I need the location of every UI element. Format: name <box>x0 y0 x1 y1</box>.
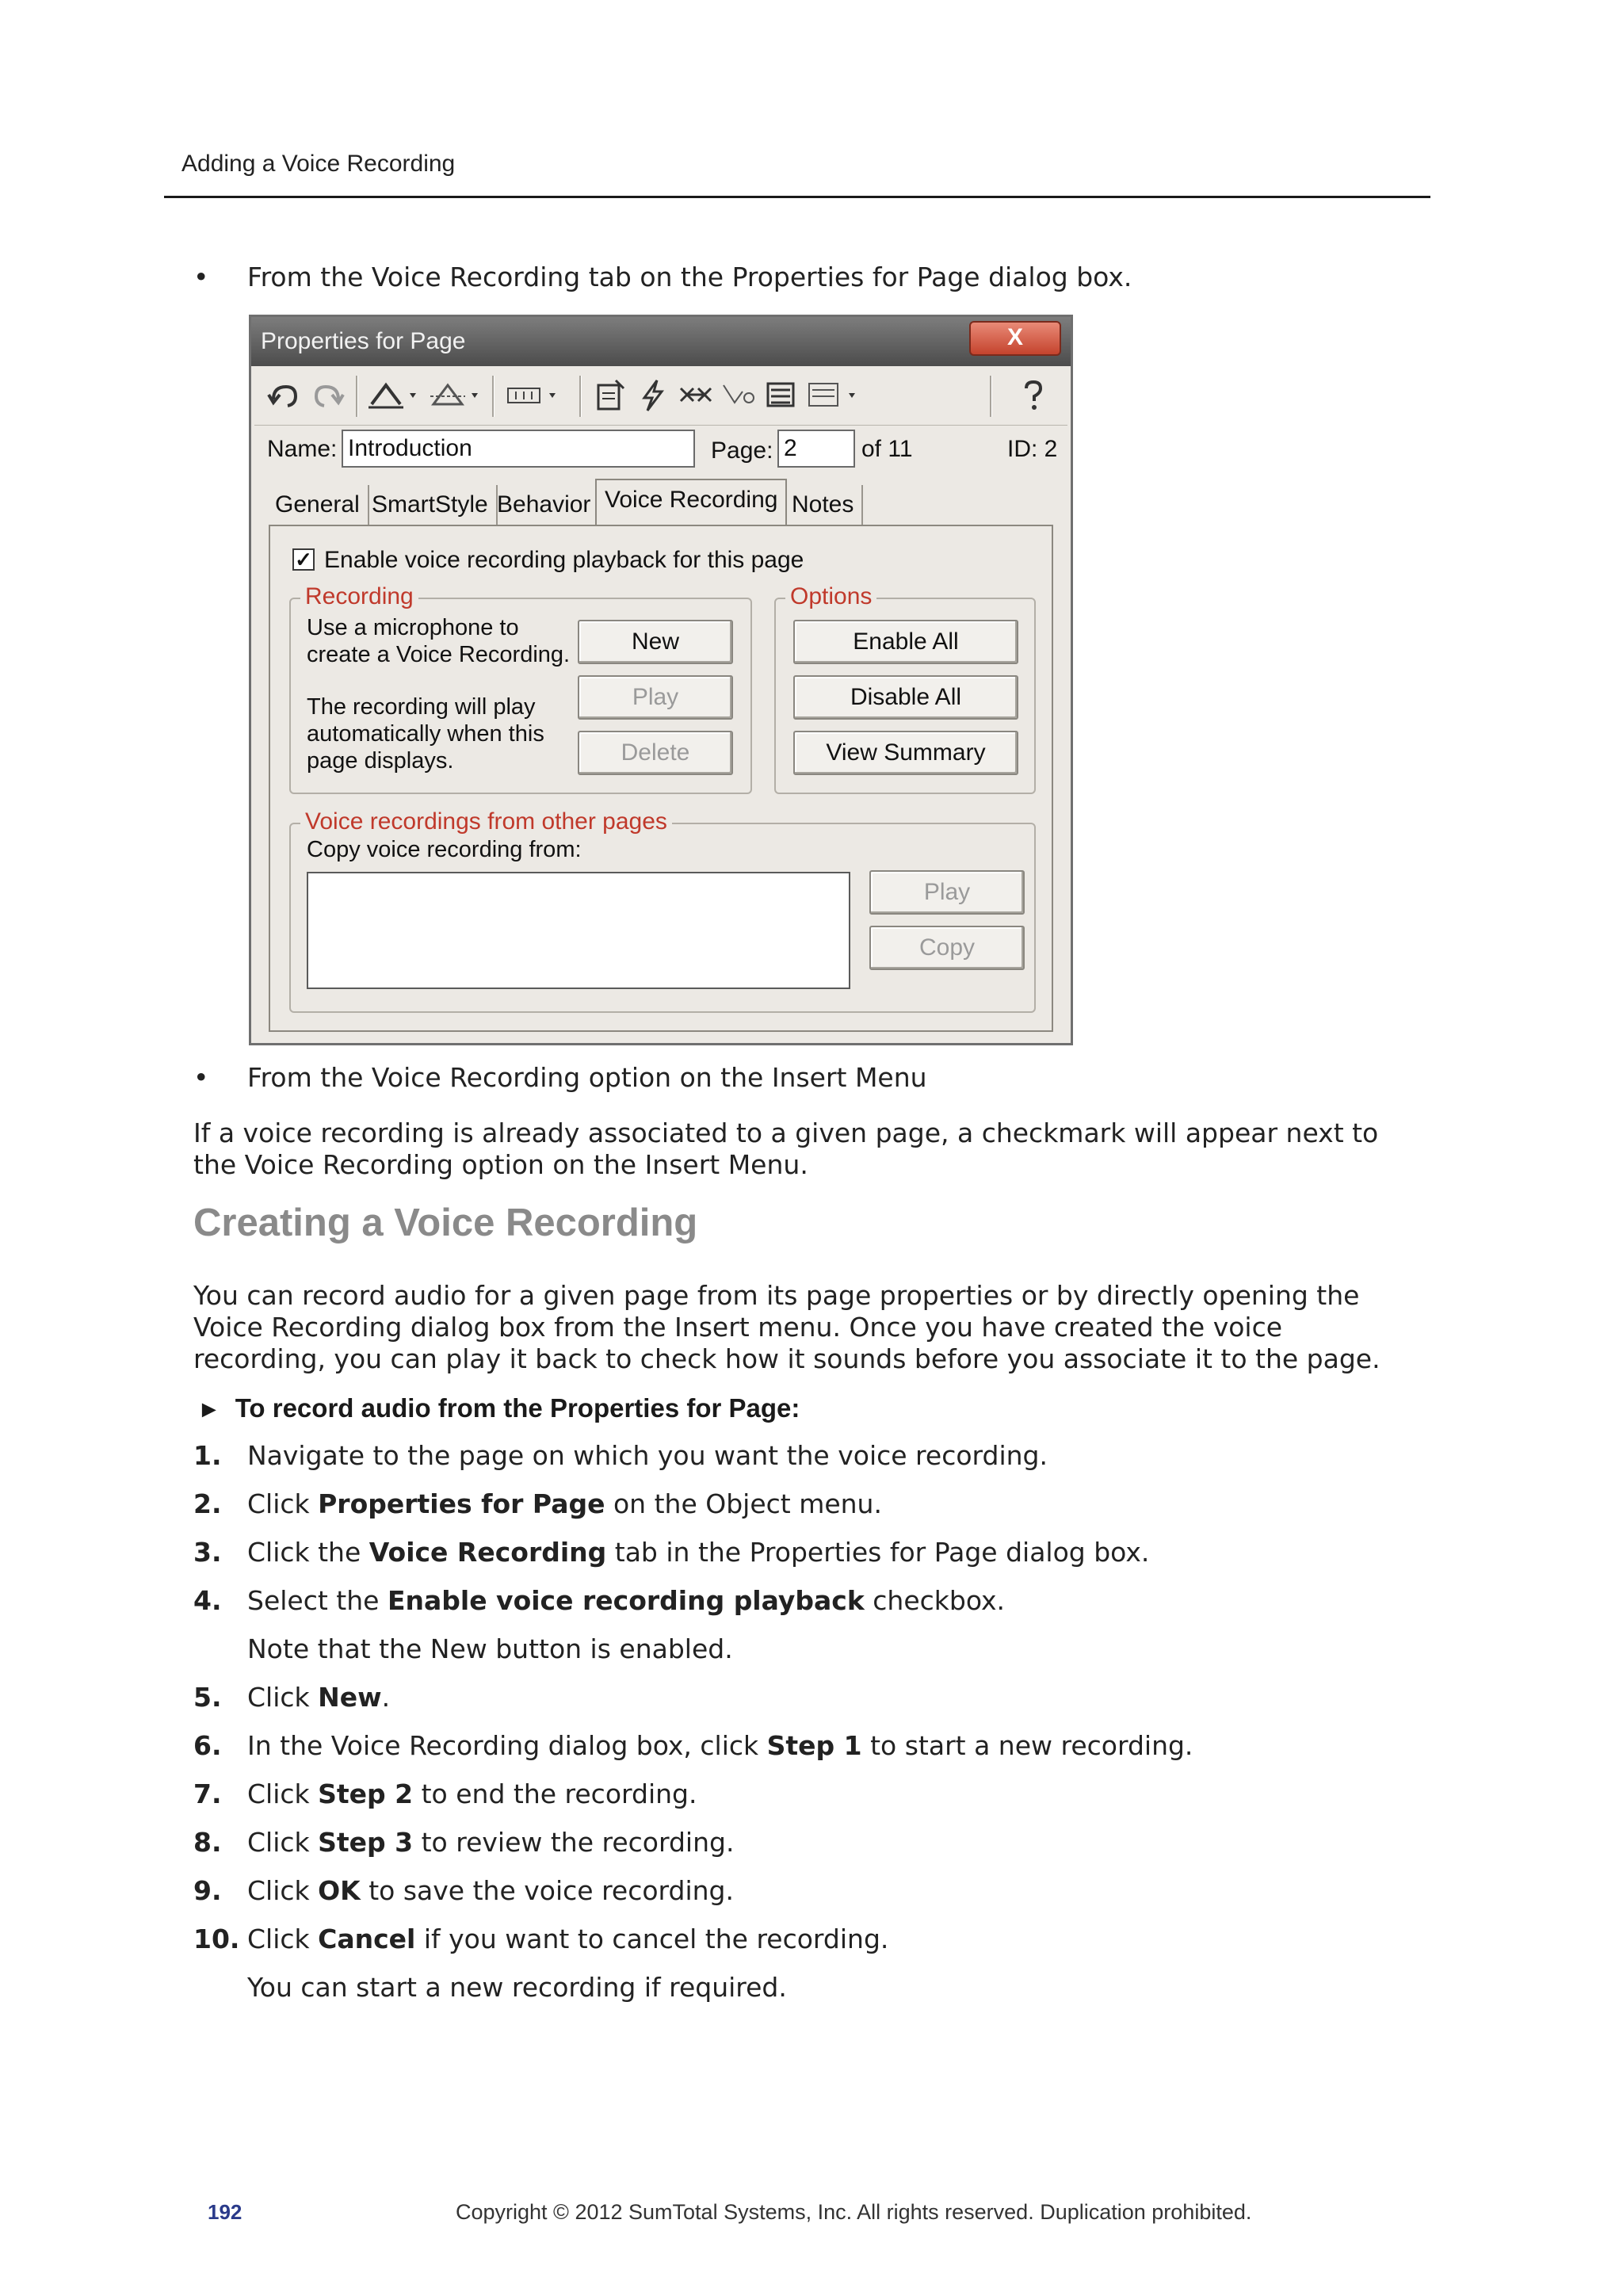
tab-smartstyle[interactable]: SmartStyle <box>364 485 498 525</box>
new-button[interactable]: New <box>578 620 733 664</box>
step-text <box>247 1682 390 1713</box>
toolbar-separator <box>356 376 358 417</box>
step-text-pre: Select the <box>247 1585 388 1616</box>
other-play-button[interactable]: Play <box>869 870 1025 915</box>
enable-playback-label: Enable voice recording playback for this page <box>324 547 804 573</box>
step-text-pre: Click <box>247 1778 319 1809</box>
step-text-bold: Voice Recording <box>369 1537 607 1568</box>
step-text-pre: Click <box>247 1827 319 1858</box>
step-text-post: to start a new recording. <box>861 1730 1193 1761</box>
recording-text-2b: automatically when this <box>307 721 544 747</box>
step-text-bold: Cancel <box>318 1924 416 1954</box>
toolbar-separator <box>579 376 582 417</box>
step-text-post: to end the recording. <box>413 1778 697 1809</box>
step-text <box>247 1440 1048 1472</box>
paragraph: You can record audio for a given page from its page properties or by directly opening the Voice Recording dialog box from the Insert menu. Once you have created the voice recording, you can play it back to check how it sounds before you associate it to the page. <box>193 1280 1381 1374</box>
step-text-bold: New <box>318 1682 382 1713</box>
bullet-marker: • <box>193 262 209 292</box>
step-text-post: on the Object menu. <box>605 1488 882 1519</box>
bullet-marker: • <box>193 1062 209 1093</box>
step-text-post: to review the recording. <box>413 1827 735 1858</box>
step-text-post: if you want to cancel the recording. <box>415 1924 889 1954</box>
enable-playback-checkbox[interactable]: ✓ <box>292 548 315 571</box>
step-number: 1. <box>193 1440 222 1471</box>
page-label: Page: <box>711 437 773 464</box>
name-field[interactable]: Introduction <box>342 430 695 468</box>
disable-all-button[interactable]: Disable All <box>793 675 1018 720</box>
recording-text-2c: page displays. <box>307 748 454 774</box>
step-text-bold: Step 3 <box>318 1827 414 1858</box>
step-text <box>247 1827 734 1859</box>
voice-recording-panel <box>269 525 1053 1032</box>
bullet-text: From the Voice Recording tab on the Properties for Page dialog box. <box>247 262 1132 292</box>
delete-button[interactable]: Delete <box>578 731 733 775</box>
properties-dialog <box>249 315 1073 1045</box>
page-number: 192 <box>208 2200 242 2224</box>
close-button[interactable]: X <box>969 321 1061 356</box>
toolbar-separator <box>990 376 992 417</box>
copy-from-label: Copy voice recording from: <box>307 837 582 862</box>
properties-icon[interactable] <box>592 377 628 414</box>
step-number: 9. <box>193 1875 222 1906</box>
redo-icon[interactable] <box>310 377 346 414</box>
procedure-title: To record audio from the Properties for Page: <box>235 1393 800 1423</box>
view-summary-button[interactable]: View Summary <box>793 731 1018 775</box>
tab-general[interactable]: General <box>267 485 369 525</box>
step-number: 10. <box>193 1924 240 1954</box>
step-text <box>247 1778 697 1810</box>
running-header: Adding a Voice Recording <box>181 151 456 177</box>
step-text <box>247 1875 734 1907</box>
step-text-bold: Step 2 <box>318 1778 414 1809</box>
step-text-pre: In the Voice Recording dialog box, click <box>247 1730 767 1761</box>
section-heading: Creating a Voice Recording <box>193 1201 698 1244</box>
step-number: 7. <box>193 1778 222 1809</box>
step-text-pre: Click <box>247 1924 319 1954</box>
procedure-arrow-icon: ► <box>197 1396 221 1423</box>
grid-icon[interactable] <box>505 377 568 414</box>
step-number: 6. <box>193 1730 222 1761</box>
recording-text-1a: Use a microphone to <box>307 615 519 640</box>
tab-voice-recording[interactable]: Voice Recording <box>595 479 787 528</box>
dialog-title: Properties for Page <box>261 328 466 354</box>
step-number: 2. <box>193 1488 222 1519</box>
step-text-post: to save the voice recording. <box>360 1875 734 1906</box>
action-icon[interactable] <box>635 377 671 414</box>
other-pages-group-title: Voice recordings from other pages <box>300 808 672 835</box>
step-number: 8. <box>193 1827 222 1858</box>
enable-all-button[interactable]: Enable All <box>793 620 1018 664</box>
step-text-pre: Navigate to the page on which you want the voice recording. <box>247 1440 1048 1471</box>
name-label: Name: <box>267 436 338 462</box>
step-text-pre: Click <box>247 1875 319 1906</box>
step-text-post: checkbox. <box>864 1585 1006 1616</box>
list-icon[interactable] <box>806 377 866 414</box>
step-text-bold: Properties for Page <box>318 1488 605 1519</box>
copy-button[interactable]: Copy <box>869 926 1025 970</box>
step-text-pre: Click <box>247 1682 319 1713</box>
undo-icon[interactable] <box>265 377 302 414</box>
path-icon[interactable] <box>720 377 757 414</box>
recording-text-2a: The recording will play <box>307 694 536 720</box>
distribute-icon[interactable] <box>429 377 484 414</box>
step-number: 3. <box>193 1537 222 1568</box>
id-label: ID: 2 <box>1007 436 1058 462</box>
step-text <box>247 1537 1149 1568</box>
tab-notes[interactable]: Notes <box>784 485 863 525</box>
recording-group <box>289 583 752 794</box>
paragraph: If a voice recording is already associated to a given page, a checkmark will appear next to the Voice Recording option on the Insert Menu. <box>193 1117 1379 1180</box>
page-count: of 11 <box>861 436 913 462</box>
step-text <box>247 1730 1193 1762</box>
other-pages-group <box>289 808 1036 1013</box>
step-text-post: tab in the Properties for Page dialog box. <box>606 1537 1150 1568</box>
step-text <box>247 1924 888 1955</box>
options-group-title: Options <box>785 583 876 610</box>
toolbar-separator <box>492 376 495 417</box>
step-text-pre: Click <box>247 1488 319 1519</box>
dialog-toolbar <box>254 368 1067 426</box>
stack-icon[interactable] <box>763 377 800 414</box>
dialog-titlebar <box>251 317 1071 366</box>
options-group <box>774 583 1036 794</box>
other-pages-listbox[interactable] <box>307 872 850 989</box>
header-rule <box>164 196 1430 198</box>
step-number: 5. <box>193 1682 222 1713</box>
step-text-bold: Enable voice recording playback <box>387 1585 865 1616</box>
step-text-bold: Step 1 <box>766 1730 862 1761</box>
recording-group-title: Recording <box>300 583 418 610</box>
procedure-heading <box>197 1393 800 1423</box>
page-field[interactable]: 2 <box>777 430 855 468</box>
bullet-text: From the Voice Recording option on the Insert Menu <box>247 1062 927 1093</box>
step-number: 4. <box>193 1585 222 1616</box>
align-icon[interactable] <box>367 377 422 414</box>
step-text-pre: Click the <box>247 1537 369 1568</box>
step-text-post: . <box>381 1682 391 1713</box>
step-text <box>247 1488 882 1520</box>
copyright-notice: Copyright © 2012 SumTotal Systems, Inc. All rights reserved. Duplication prohibited. <box>456 2200 1252 2224</box>
step-note: Note that the New button is enabled. <box>247 1633 733 1664</box>
connector-icon[interactable] <box>678 377 714 414</box>
step-note: You can start a new recording if required. <box>247 1972 787 2003</box>
recording-text-1b: create a Voice Recording. <box>307 642 571 667</box>
help-icon[interactable] <box>1015 377 1052 414</box>
play-button[interactable]: Play <box>578 675 733 720</box>
step-text <box>247 1585 1005 1617</box>
tab-behavior[interactable]: Behavior <box>497 491 591 518</box>
step-text-bold: OK <box>318 1875 361 1906</box>
